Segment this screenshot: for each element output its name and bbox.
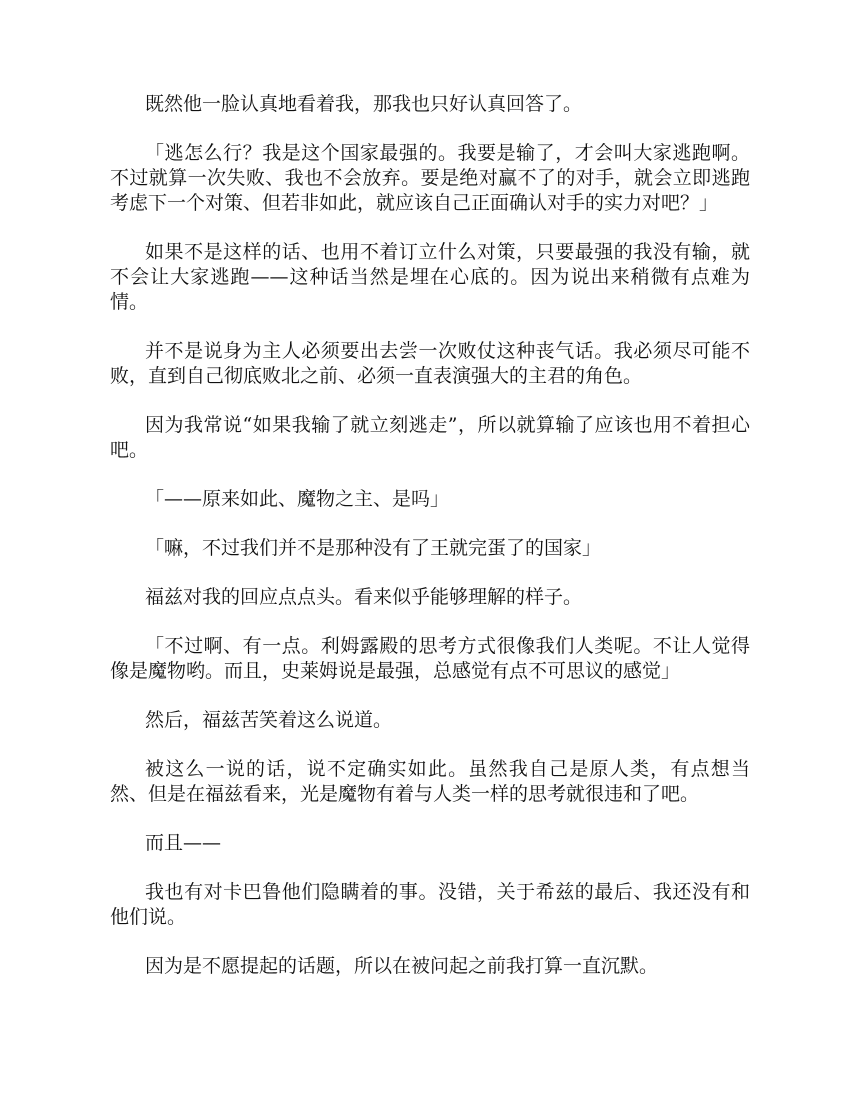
paragraph-1: 既然他一脸认真地看着我，那我也只好认真回答了。	[145, 93, 583, 115]
document-page	[110, 92, 750, 1003]
paragraph-9: 「不过啊、有一点。利姆露殿的思考方式很像我们人类呢。不让人觉得像是魔物哟。而且，史莱姆说是最强，总感觉有点不可思议的感觉」	[110, 635, 750, 682]
paragraph-4: 并不是说身为主人必须要出去尝一次败仗这种丧气话。我必须尽可能不败，直到自己彻底败北之前、必须一直表演强大的主君的角色。	[110, 340, 750, 387]
paragraph-12: 而且——	[145, 832, 222, 854]
paragraph-8: 福兹对我的回应点点头。看来似乎能够理解的样子。	[145, 586, 583, 608]
paragraph-14: 因为是不愿提起的话题，所以在被问起之前我打算一直沉默。	[145, 955, 659, 977]
paragraph-10: 然后，福兹苦笑着这么说道。	[145, 709, 393, 731]
paragraph-3: 如果不是这样的话、也用不着订立什么对策，只要最强的我没有输，就不会让大家逃跑——这种话当然是埋在心底的。因为说出来稍微有点难为情。	[110, 241, 750, 313]
paragraph-5: 因为我常说“如果我输了就立刻逃走”，所以就算输了应该也用不着担心吧。	[110, 414, 750, 461]
paragraph-11: 被这么一说的话，说不定确实如此。虽然我自己是原人类，有点想当然、但是在福兹看来，光是魔物有着与人类一样的思考就很违和了吧。	[110, 758, 750, 805]
paragraph-2: 「逃怎么行？我是这个国家最强的。我要是输了，才会叫大家逃跑啊。不过就算一次失败、我也不会放弃。要是绝对赢不了的对手，就会立即逃跑考虑下一个对策、但若非如此，就应该自己正面确认对手的实力对吧？」	[110, 142, 750, 214]
paragraph-6: 「——原来如此、魔物之主、是吗」	[145, 488, 450, 510]
paragraph-7: 「嘛，不过我们并不是那种没有了王就完蛋了的国家」	[145, 537, 602, 559]
paragraph-13: 我也有对卡巴鲁他们隐瞒着的事。没错，关于希兹的最后、我还没有和他们说。	[110, 881, 750, 928]
